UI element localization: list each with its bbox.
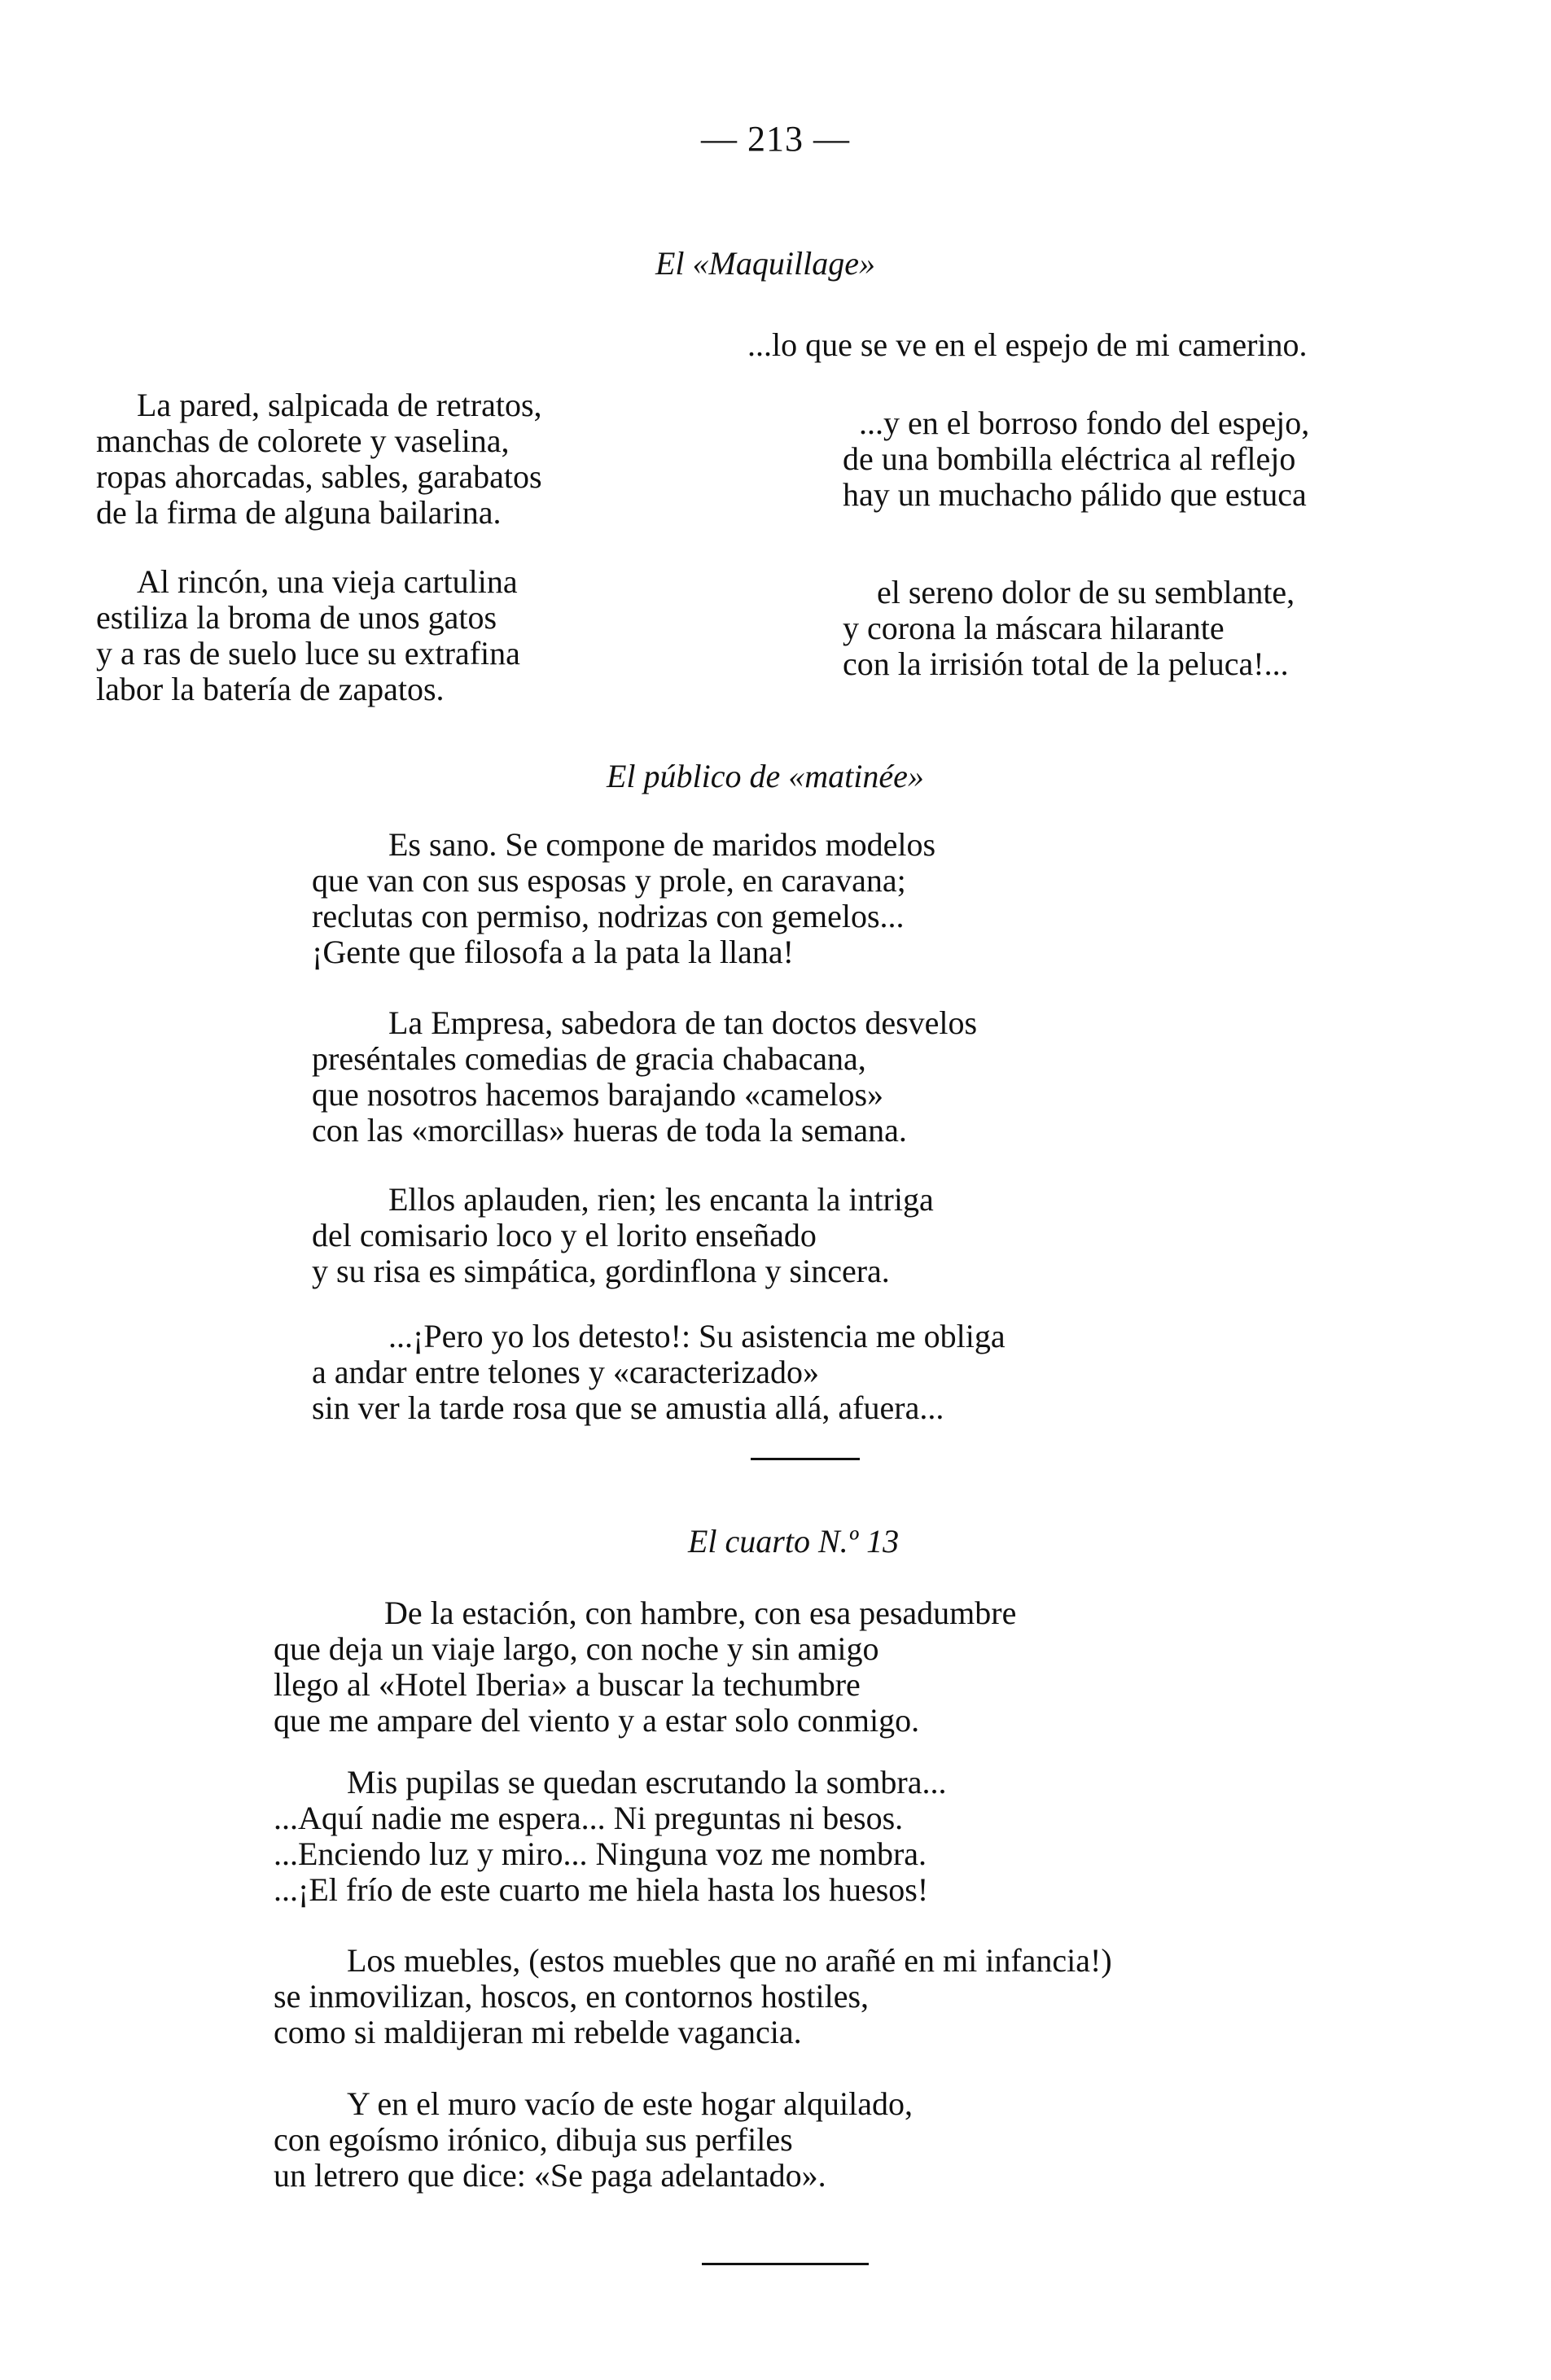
section-divider <box>751 1458 860 1460</box>
verse-line: con las «morcillas» hueras de toda la semana. <box>312 1112 907 1148</box>
verse-line: Mis pupilas se quedan escrutando la sombra... <box>347 1764 947 1800</box>
verse-line: se inmovilizan, hoscos, en contornos hostiles, <box>274 1978 870 2015</box>
verse-line: de una bombilla eléctrica al reflejo <box>843 440 1296 477</box>
verse-line: ...y en el borroso fondo del espejo, <box>859 405 1310 441</box>
verse-line: y a ras de suelo luce su extrafina <box>96 635 520 672</box>
verse-line: con la irrisión total de la peluca!... <box>843 645 1289 682</box>
verse-line: el sereno dolor de su semblante, <box>877 574 1295 610</box>
poem2-stanza-2 <box>312 1005 1207 1148</box>
verse-line: ...¡El frío de este cuarto me hiela hasta los huesos! <box>274 1871 929 1908</box>
verse-line: manchas de colorete y vaselina, <box>96 422 510 459</box>
verse-line: que me ampare del viento y a estar solo conmigo. <box>274 1702 920 1739</box>
verse-line: Y en el muro vacío de este hogar alquilado, <box>347 2085 913 2122</box>
poem3-stanza-3 <box>274 1943 1348 2050</box>
poem1-left-stanza-2 <box>96 564 699 707</box>
verse-line: hay un muchacho pálido que estuca <box>843 476 1307 513</box>
poem2-title: El público de «matinée» <box>607 758 924 794</box>
poem1-right-stanza-1 <box>843 405 1510 513</box>
verse-line: labor la batería de zapatos. <box>96 671 445 707</box>
poem3-stanza-1 <box>274 1595 1251 1739</box>
verse-line: con egoísmo irónico, dibuja sus perfiles <box>274 2121 793 2158</box>
verse-line: La pared, salpicada de retratos, <box>137 387 542 423</box>
verse-line: y su risa es simpática, gordinflona y sincera. <box>312 1253 890 1289</box>
verse-line: que deja un viaje largo, con noche y sin amigo <box>274 1630 879 1667</box>
poem3-stanza-4 <box>274 2086 1251 2194</box>
verse-line: Es sano. Se compone de maridos modelos <box>388 826 936 863</box>
poem1-right-stanza-2 <box>843 575 1510 682</box>
verse-line: reclutas con permiso, nodrizas con gemelos... <box>312 898 905 934</box>
verse-line: estiliza la broma de unos gatos <box>96 599 497 636</box>
poem2-stanza-1 <box>312 827 1207 970</box>
verse-line: un letrero que dice: «Se paga adelantado». <box>274 2157 826 2194</box>
verse-line: que nosotros hacemos barajando «camelos» <box>312 1076 884 1113</box>
poem2-stanza-4 <box>312 1319 1207 1426</box>
page-number: — 213 — <box>701 119 850 159</box>
verse-line: sin ver la tarde rosa que se amustia allá, afuera... <box>312 1389 944 1426</box>
verse-line: Ellos aplauden, rien; les encanta la intriga <box>388 1181 934 1218</box>
poem3-stanza-2 <box>274 1765 1251 1908</box>
verse-line: ropas ahorcadas, sables, garabatos <box>96 458 542 495</box>
verse-line: ...Enciendo luz y miro... Ninguna voz me nombra. <box>274 1835 927 1872</box>
poem3-title: El cuarto N.º 13 <box>688 1523 900 1560</box>
poem1-title: El «Maquillage» <box>655 245 875 282</box>
verse-line: del comisario loco y el lorito enseñado <box>312 1217 817 1253</box>
verse-line: como si maldijeran mi rebelde vagancia. <box>274 2014 802 2050</box>
verse-line: de la firma de alguna bailarina. <box>96 494 502 531</box>
verse-line: llego al «Hotel Iberia» a buscar la techumbre <box>274 1666 861 1703</box>
verse-line: La Empresa, sabedora de tan doctos desvelos <box>388 1004 978 1041</box>
poem1-left-stanza-1 <box>96 387 699 531</box>
verse-line: preséntales comedias de gracia chabacana, <box>312 1040 866 1077</box>
poem1-epigraph: ...lo que se ve en el espejo de mi camerino. <box>747 326 1308 363</box>
poem2-stanza-3 <box>312 1182 1207 1289</box>
verse-line: De la estación, con hambre, con esa pesadumbre <box>384 1595 1017 1631</box>
verse-line: que van con sus esposas y prole, en caravana; <box>312 862 906 899</box>
verse-line: ¡Gente que filosofa a la pata la llana! <box>312 934 794 970</box>
verse-line: y corona la máscara hilarante <box>843 610 1225 646</box>
verse-line: ...Aquí nadie me espera... Ni preguntas ni besos. <box>274 1800 904 1836</box>
verse-line: Al rincón, una vieja cartulina <box>137 563 518 600</box>
section-divider <box>702 2263 869 2265</box>
verse-line: ...¡Pero yo los detesto!: Su asistencia me obliga <box>388 1318 1006 1354</box>
verse-line: a andar entre telones y «caracterizado» <box>312 1354 819 1390</box>
verse-line: Los muebles, (estos muebles que no arañé en mi infancia!) <box>347 1942 1112 1979</box>
